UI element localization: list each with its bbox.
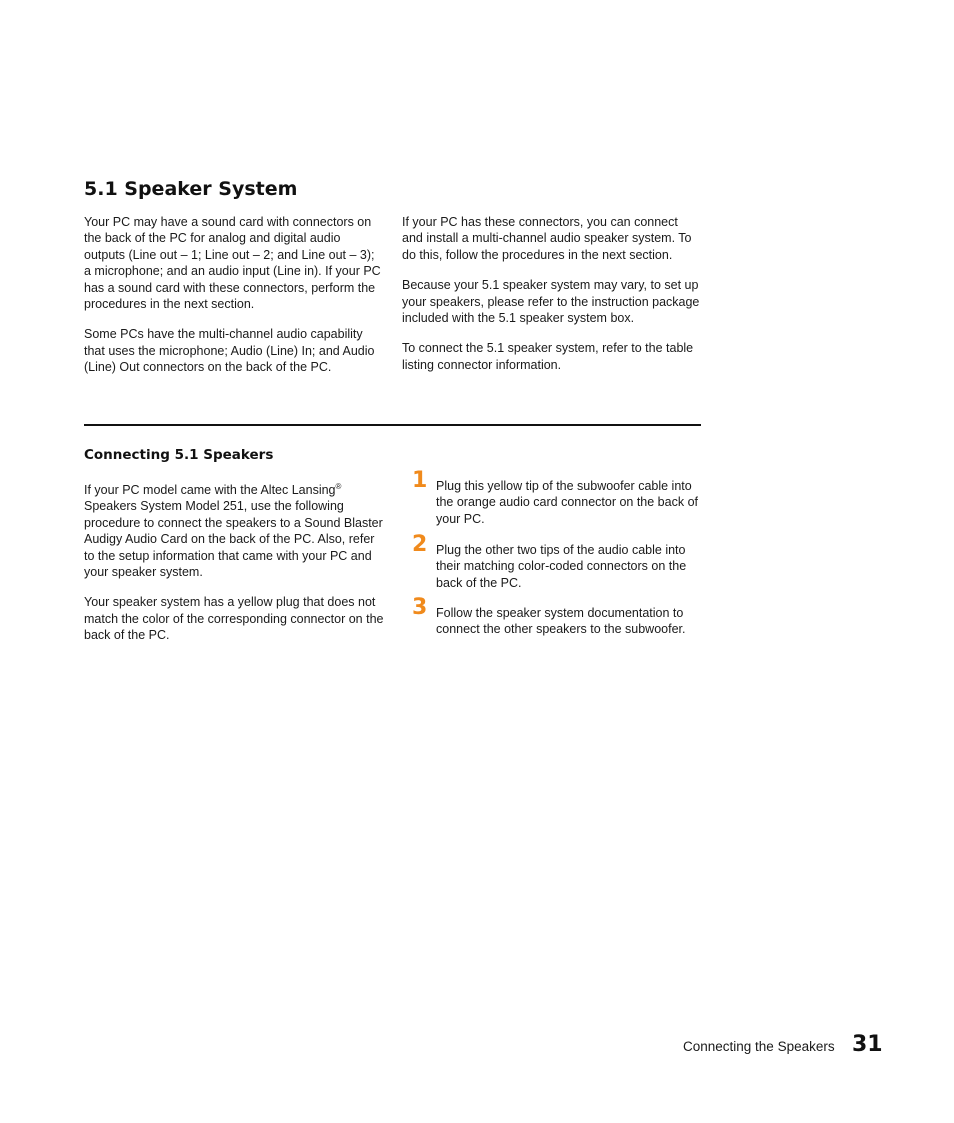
paragraph: If your PC has these connectors, you can connect and install a multi-channel audio speaker system. To do this, follow the procedures in the next section. (402, 215, 692, 262)
footer-chapter-label: Connecting the Speakers (683, 1039, 835, 1054)
intro-text-continued: Speakers System Model 251, use the following procedure to connect the speakers to a Sound Blaster Audigy Audio Card on the back of the PC. Also, refer to the setup information that came with your PC and your speaker system. (84, 499, 383, 580)
paragraph: Some PCs have the multi-channel audio capability that uses the microphone; Audio (Line) In; and Audio (Line) Out connectors on the back of the PC. (84, 327, 375, 375)
step-number: 1 (412, 468, 428, 493)
left-column (84, 214, 384, 390)
paragraph: Your PC may have a sound card with connectors on the back of the PC for analog and digital audio outputs (Line out – 1; Line out – 2; and Line out – 3); a microphone; and an audio input (Line in). If your PC has a sound card with these connectors, perform the procedures in the next section. (84, 215, 381, 312)
paragraph: Because your 5.1 speaker system may vary, to set up your speakers, please refer to the instruction package included with the 5.1 speaker system box. (402, 278, 700, 326)
registered-mark: ® (335, 481, 342, 491)
right-column (402, 214, 702, 387)
page-number: 31 (852, 1032, 883, 1057)
step-number: 2 (412, 532, 428, 557)
step-text: Follow the speaker system documentation to connect the other speakers to the subwoofer. (436, 606, 686, 637)
intro-paragraph (84, 482, 384, 580)
paragraph: To connect the 5.1 speaker system, refer to the table listing connector information. (402, 341, 694, 372)
procedure-intro-column (84, 482, 384, 658)
step-text: Plug this yellow tip of the subwoofer cable into the orange audio card connector on the back of your PC. (436, 479, 698, 526)
note-paragraph: Your speaker system has a yellow plug that does not match the color of the corresponding connector on the back of the PC. (84, 595, 384, 643)
step-number: 3 (412, 595, 428, 620)
section-title: 5.1 Speaker System (84, 178, 298, 200)
intro-text: If your PC model came with the Altec Lansing (84, 483, 336, 497)
subsection-title: Connecting 5.1 Speakers (84, 447, 274, 463)
section-divider (84, 424, 701, 426)
step-text: Plug the other two tips of the audio cable into their matching color-coded connectors on the back of the PC. (436, 543, 687, 590)
